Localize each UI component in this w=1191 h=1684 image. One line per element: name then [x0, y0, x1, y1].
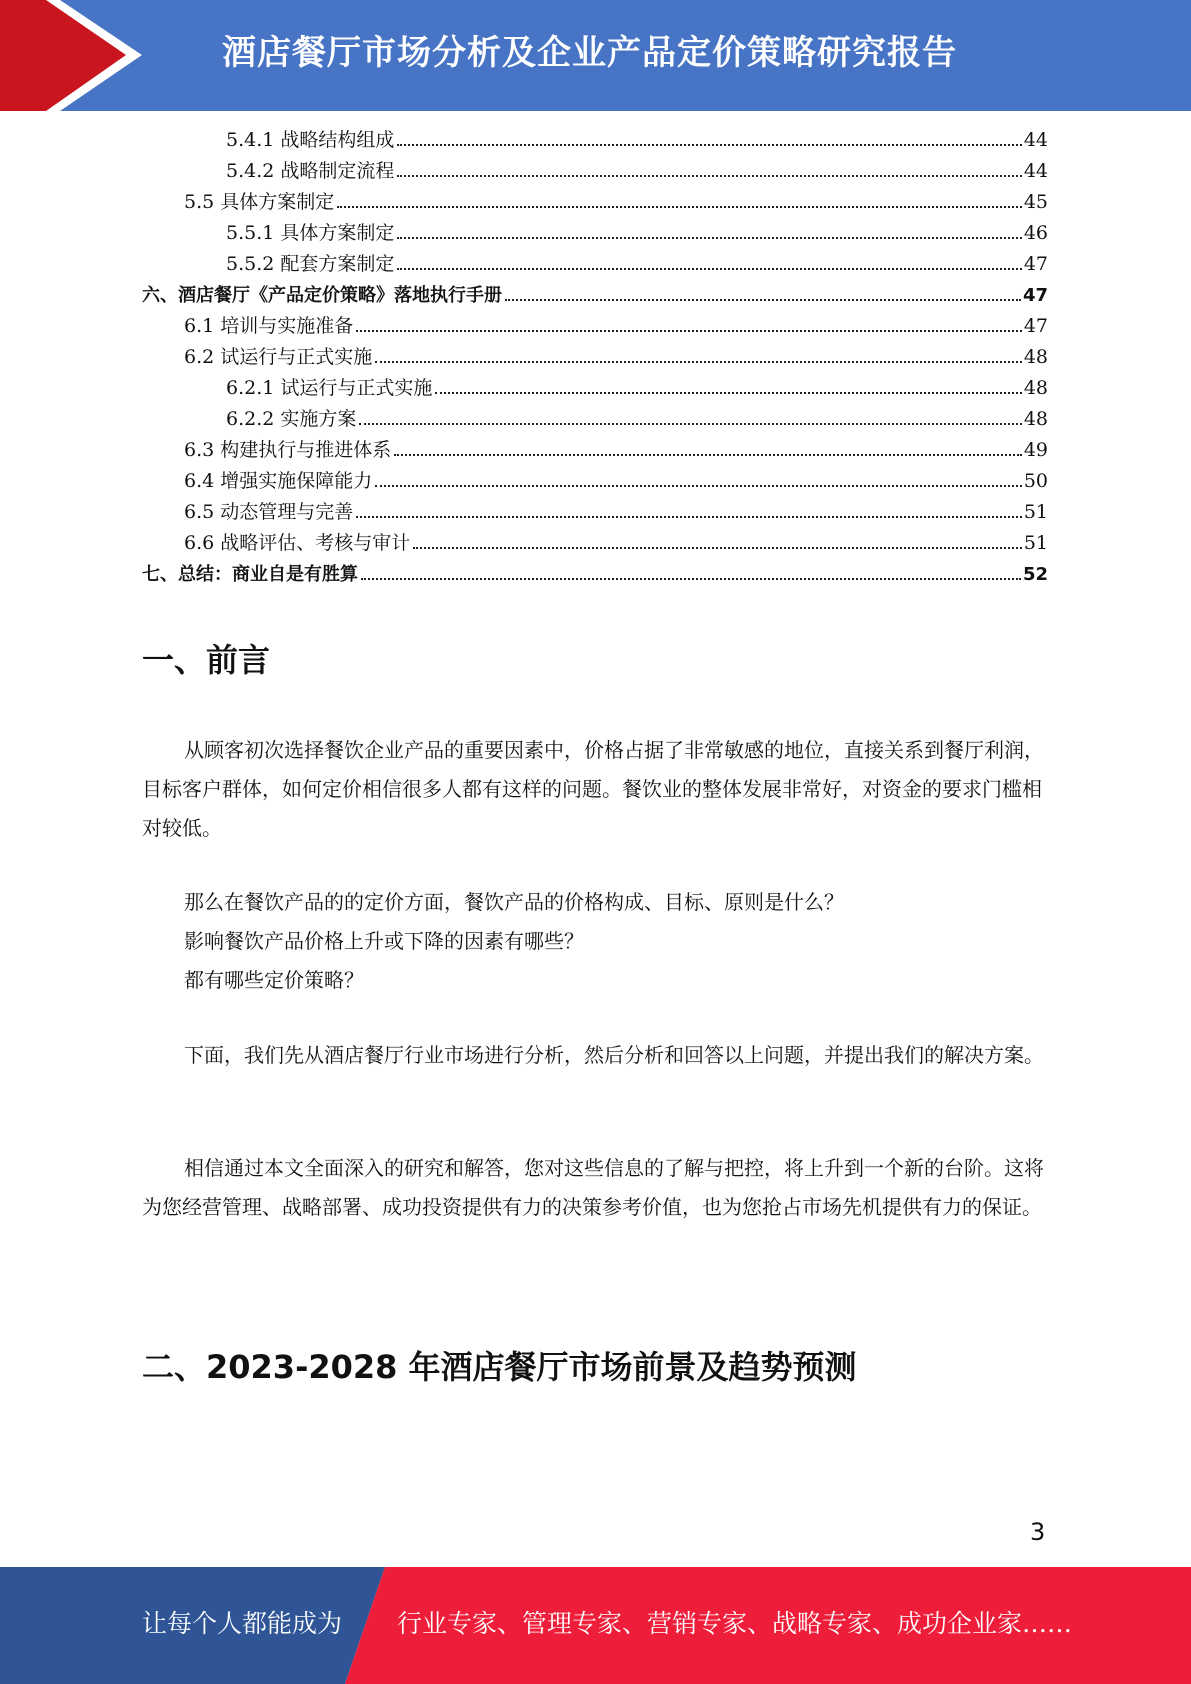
preface-paragraph-1: 从顾客初次选择餐饮企业产品的重要因素中，价格占据了非常敏感的地位，直接关系到餐厅利润，目标客户群体，如何定价相信很多人都有这样的问题。餐饮业的整体发展非常好，对资金的要求门槛相对较低。 — [142, 738, 1044, 840]
toc-entry-page: 48 — [1023, 377, 1048, 399]
toc-entry[interactable] — [226, 404, 1048, 435]
toc-entry[interactable] — [226, 373, 1048, 404]
toc-dot-leader — [397, 175, 1021, 177]
toc-entry-label: 6.2 试运行与正式实施 — [184, 346, 373, 368]
toc-entry[interactable] — [142, 559, 1048, 590]
toc-entry-page: 51 — [1023, 532, 1048, 554]
toc-entry-page: 46 — [1023, 222, 1048, 244]
toc-entry[interactable] — [184, 528, 1048, 559]
preface-question-2: 影响餐饮产品价格上升或下降的因素有哪些？ — [184, 929, 584, 953]
toc-dot-leader — [356, 330, 1022, 332]
toc-dot-leader — [505, 299, 1021, 301]
preface-paragraph-3: 相信通过本文全面深入的研究和解答，您对这些信息的了解与把控，将上升到一个新的台阶。这将为您经营管理、战略部署、成功投资提供有力的决策参考价值，也为您抢占市场先机提供有力的保证。 — [142, 1156, 1044, 1219]
toc-entry-label: 6.2.1 试运行与正式实施 — [226, 377, 433, 399]
toc-entry-label: 6.1 培训与实施准备 — [184, 315, 354, 337]
toc-entry-page: 50 — [1023, 470, 1048, 492]
toc-entry[interactable] — [226, 218, 1048, 249]
toc-dot-leader — [361, 578, 1021, 580]
toc-entry-label: 6.4 增强实施保障能力 — [184, 470, 373, 492]
toc-entry-label: 5.4.1 战略结构组成 — [226, 129, 395, 151]
toc-entry[interactable] — [226, 125, 1048, 156]
toc-dot-leader — [375, 485, 1022, 487]
toc-entry[interactable] — [142, 280, 1048, 311]
toc-entry-label: 5.4.2 战略制定流程 — [226, 160, 395, 182]
toc-entry[interactable] — [184, 342, 1048, 373]
toc-dot-leader — [413, 547, 1022, 549]
toc-entry-label: 5.5 具体方案制定 — [184, 191, 335, 213]
report-title: 酒店餐厅市场分析及企业产品定价策略研究报告 — [222, 33, 957, 73]
footer-slogan-right: 行业专家、管理专家、营销专家、战略专家、成功企业家…… — [397, 1609, 1073, 1638]
toc-entry-label: 6.6 战略评估、考核与审计 — [184, 532, 411, 554]
header-banner — [0, 0, 1191, 111]
toc-dot-leader — [356, 516, 1022, 518]
footer-banner — [0, 1567, 1191, 1684]
toc-entry-label: 6.5 动态管理与完善 — [184, 501, 354, 523]
toc-entry-page: 47 — [1023, 253, 1048, 275]
toc-dot-leader — [375, 361, 1022, 363]
preface-paragraph-2: 下面，我们先从酒店餐厅行业市场进行分析，然后分析和回答以上问题，并提出我们的解决方案。 — [184, 1043, 1044, 1067]
toc-entry-page: 44 — [1023, 129, 1048, 151]
toc-entry-page: 47 — [1022, 285, 1048, 306]
page-number: 3 — [1030, 1518, 1046, 1546]
toc-dot-leader — [397, 144, 1021, 146]
preface-question-1: 那么在餐饮产品的的定价方面，餐饮产品的价格构成、目标、原则是什么？ — [184, 890, 844, 914]
toc-entry-page: 52 — [1022, 564, 1048, 585]
toc-entry-page: 48 — [1023, 346, 1048, 368]
toc-dot-leader — [394, 454, 1022, 456]
toc-entry[interactable] — [226, 249, 1048, 280]
toc-dot-leader — [337, 206, 1022, 208]
toc-entry-page: 45 — [1023, 191, 1048, 213]
toc-entry-page: 48 — [1023, 408, 1048, 430]
toc-entry-label: 5.5.1 具体方案制定 — [226, 222, 395, 244]
toc-entry-label: 6.2.2 实施方案 — [226, 408, 357, 430]
toc-entry[interactable] — [184, 187, 1048, 218]
toc-dot-leader — [359, 423, 1021, 425]
toc-entry-page: 47 — [1023, 315, 1048, 337]
toc-entry-label: 5.5.2 配套方案制定 — [226, 253, 395, 275]
toc-entry-page: 49 — [1023, 439, 1048, 461]
toc-dot-leader — [397, 237, 1021, 239]
toc-entry[interactable] — [184, 311, 1048, 342]
toc-dot-leader — [435, 392, 1021, 394]
toc-entry-page: 44 — [1023, 160, 1048, 182]
toc-entry-label: 七、总结：商业自是有胜算 — [142, 564, 358, 585]
footer-slogan-left: 让每个人都能成为 — [142, 1609, 343, 1638]
toc-entry[interactable] — [184, 466, 1048, 497]
header-arrow-graphic — [0, 0, 160, 111]
toc-entry[interactable] — [226, 156, 1048, 187]
toc-entry[interactable] — [184, 435, 1048, 466]
toc-entry[interactable] — [184, 497, 1048, 528]
toc-dot-leader — [397, 268, 1021, 270]
preface-question-3: 都有哪些定价策略？ — [184, 968, 364, 992]
section-heading-market-forecast: 二、2023-2028 年酒店餐厅市场前景及趋势预测 — [142, 1348, 857, 1386]
toc-entry-label: 6.3 构建执行与推进体系 — [184, 439, 392, 461]
section-heading-preface: 一、前言 — [142, 641, 271, 679]
toc-entry-label: 六、酒店餐厅《产品定价策略》落地执行手册 — [142, 285, 502, 306]
toc-entry-page: 51 — [1023, 501, 1048, 523]
